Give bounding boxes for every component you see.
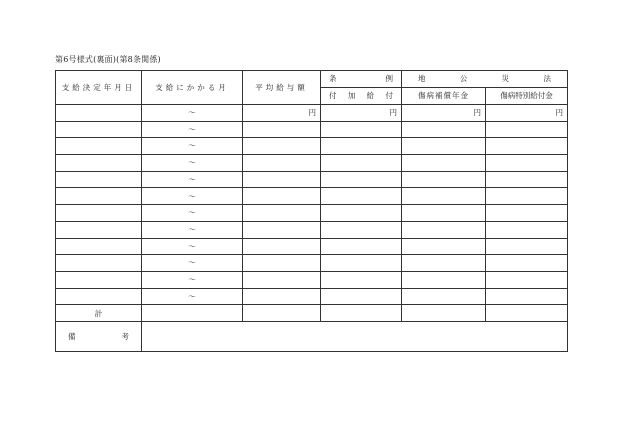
injury-special-cell[interactable] bbox=[486, 221, 568, 238]
injury-compensation-cell[interactable] bbox=[402, 155, 486, 172]
supplementary-benefit-cell[interactable] bbox=[321, 221, 402, 238]
month-range-cell[interactable]: ～ bbox=[142, 238, 243, 255]
decision-date-cell[interactable] bbox=[56, 138, 142, 155]
injury-compensation-cell[interactable] bbox=[402, 121, 486, 138]
injury-compensation-cell[interactable] bbox=[402, 171, 486, 188]
table-row bbox=[56, 255, 568, 272]
header-supplementary-char: 付 bbox=[385, 91, 393, 101]
average-pay-cell[interactable] bbox=[243, 271, 321, 288]
header-decision-date: 支給決定年月日 bbox=[56, 71, 142, 105]
supplementary-benefit-cell[interactable] bbox=[321, 271, 402, 288]
supplementary-benefit-cell[interactable] bbox=[321, 288, 402, 305]
remarks-label-char: 考 bbox=[121, 332, 129, 341]
benefit-ledger-table bbox=[55, 70, 568, 352]
header-supplementary-benefit bbox=[321, 88, 402, 105]
decision-date-cell[interactable] bbox=[56, 205, 142, 222]
decision-date-cell[interactable] bbox=[56, 155, 142, 172]
injury-compensation-cell[interactable]: 円 bbox=[402, 105, 486, 122]
remarks-label-char: 備 bbox=[68, 332, 76, 341]
table-row bbox=[56, 121, 568, 138]
supplementary-benefit-cell[interactable]: 円 bbox=[321, 105, 402, 122]
injury-special-cell[interactable] bbox=[486, 255, 568, 272]
injury-compensation-cell[interactable] bbox=[402, 288, 486, 305]
header-ordinance-char: 条 bbox=[329, 74, 337, 84]
table-row bbox=[56, 138, 568, 155]
total-cell[interactable] bbox=[402, 305, 486, 322]
decision-date-cell[interactable] bbox=[56, 255, 142, 272]
decision-date-cell[interactable] bbox=[56, 188, 142, 205]
month-range-cell[interactable]: ～ bbox=[142, 105, 243, 122]
total-cell[interactable] bbox=[142, 305, 243, 322]
header-disaster-law-char: 公 bbox=[459, 74, 468, 84]
table-row bbox=[56, 221, 568, 238]
header-months: 支給にかかる月 bbox=[142, 71, 243, 105]
table-row bbox=[56, 271, 568, 288]
injury-compensation-cell[interactable] bbox=[402, 255, 486, 272]
injury-special-cell[interactable] bbox=[486, 121, 568, 138]
average-pay-cell[interactable] bbox=[243, 288, 321, 305]
total-cell[interactable] bbox=[243, 305, 321, 322]
average-pay-cell[interactable] bbox=[243, 238, 321, 255]
month-range-cell[interactable]: ～ bbox=[142, 171, 243, 188]
table-row bbox=[56, 288, 568, 305]
average-pay-cell[interactable] bbox=[243, 171, 321, 188]
decision-date-cell[interactable] bbox=[56, 171, 142, 188]
month-range-cell[interactable]: ～ bbox=[142, 138, 243, 155]
injury-special-cell[interactable] bbox=[486, 205, 568, 222]
average-pay-cell[interactable] bbox=[243, 155, 321, 172]
average-pay-cell[interactable] bbox=[243, 121, 321, 138]
table-row bbox=[56, 105, 568, 122]
header-average-pay: 平均給与額 bbox=[243, 71, 321, 105]
injury-compensation-cell[interactable] bbox=[402, 205, 486, 222]
injury-compensation-cell[interactable] bbox=[402, 188, 486, 205]
decision-date-cell[interactable] bbox=[56, 221, 142, 238]
remarks-label-cell bbox=[56, 322, 142, 352]
supplementary-benefit-cell[interactable] bbox=[321, 238, 402, 255]
average-pay-cell[interactable] bbox=[243, 138, 321, 155]
average-pay-cell[interactable] bbox=[243, 255, 321, 272]
table-row bbox=[56, 238, 568, 255]
injury-special-cell[interactable] bbox=[486, 188, 568, 205]
supplementary-benefit-cell[interactable] bbox=[321, 255, 402, 272]
table-row bbox=[56, 188, 568, 205]
remarks-field[interactable] bbox=[142, 322, 568, 352]
header-ordinance bbox=[321, 71, 402, 88]
month-range-cell[interactable]: ～ bbox=[142, 155, 243, 172]
decision-date-cell[interactable] bbox=[56, 288, 142, 305]
total-label: 計 bbox=[56, 305, 142, 322]
injury-special-cell[interactable] bbox=[486, 271, 568, 288]
header-supplementary-char: 加 bbox=[347, 91, 356, 101]
form-title: 第6号様式(裏面)(第8条関係) bbox=[55, 55, 161, 64]
injury-special-cell[interactable] bbox=[486, 138, 568, 155]
header-ordinance-char: 例 bbox=[385, 74, 393, 84]
month-range-cell[interactable]: ～ bbox=[142, 255, 243, 272]
supplementary-benefit-cell[interactable] bbox=[321, 155, 402, 172]
injury-special-cell[interactable]: 円 bbox=[486, 105, 568, 122]
month-range-cell[interactable]: ～ bbox=[142, 271, 243, 288]
header-supplementary-char: 付 bbox=[329, 91, 337, 101]
average-pay-cell[interactable] bbox=[243, 205, 321, 222]
month-range-cell[interactable]: ～ bbox=[142, 121, 243, 138]
table-row bbox=[56, 171, 568, 188]
month-range-cell[interactable]: ～ bbox=[142, 188, 243, 205]
injury-special-cell[interactable] bbox=[486, 155, 568, 172]
injury-compensation-cell[interactable] bbox=[402, 221, 486, 238]
decision-date-cell[interactable] bbox=[56, 238, 142, 255]
header-disaster-law-char: 災 bbox=[501, 74, 510, 84]
total-cell[interactable] bbox=[321, 305, 402, 322]
injury-compensation-cell[interactable] bbox=[402, 138, 486, 155]
header-supplementary-char: 給 bbox=[366, 91, 375, 101]
supplementary-benefit-cell[interactable] bbox=[321, 121, 402, 138]
table-row bbox=[56, 205, 568, 222]
decision-date-cell[interactable] bbox=[56, 271, 142, 288]
decision-date-cell[interactable] bbox=[56, 121, 142, 138]
injury-special-cell[interactable] bbox=[486, 288, 568, 305]
supplementary-benefit-cell[interactable] bbox=[321, 205, 402, 222]
average-pay-cell[interactable]: 円 bbox=[243, 105, 321, 122]
injury-compensation-cell[interactable] bbox=[402, 271, 486, 288]
decision-date-cell[interactable] bbox=[56, 105, 142, 122]
header-disaster-law-char: 法 bbox=[543, 74, 551, 84]
table-row bbox=[56, 155, 568, 172]
supplementary-benefit-cell[interactable] bbox=[321, 188, 402, 205]
supplementary-benefit-cell[interactable] bbox=[321, 138, 402, 155]
average-pay-cell[interactable] bbox=[243, 188, 321, 205]
month-range-cell[interactable]: ～ bbox=[142, 205, 243, 222]
supplementary-benefit-cell[interactable] bbox=[321, 171, 402, 188]
total-cell[interactable] bbox=[486, 305, 568, 322]
header-injury-special: 傷病特別給付金 bbox=[486, 88, 568, 105]
injury-special-cell[interactable] bbox=[486, 238, 568, 255]
ledger-rows bbox=[56, 105, 568, 305]
injury-special-cell[interactable] bbox=[486, 171, 568, 188]
header-disaster-law-char: 地 bbox=[418, 74, 426, 84]
header-disaster-law bbox=[402, 71, 568, 88]
header-injury-compensation: 傷病補償年金 bbox=[402, 88, 486, 105]
month-range-cell[interactable]: ～ bbox=[142, 288, 243, 305]
month-range-cell[interactable]: ～ bbox=[142, 221, 243, 238]
average-pay-cell[interactable] bbox=[243, 221, 321, 238]
injury-compensation-cell[interactable] bbox=[402, 238, 486, 255]
